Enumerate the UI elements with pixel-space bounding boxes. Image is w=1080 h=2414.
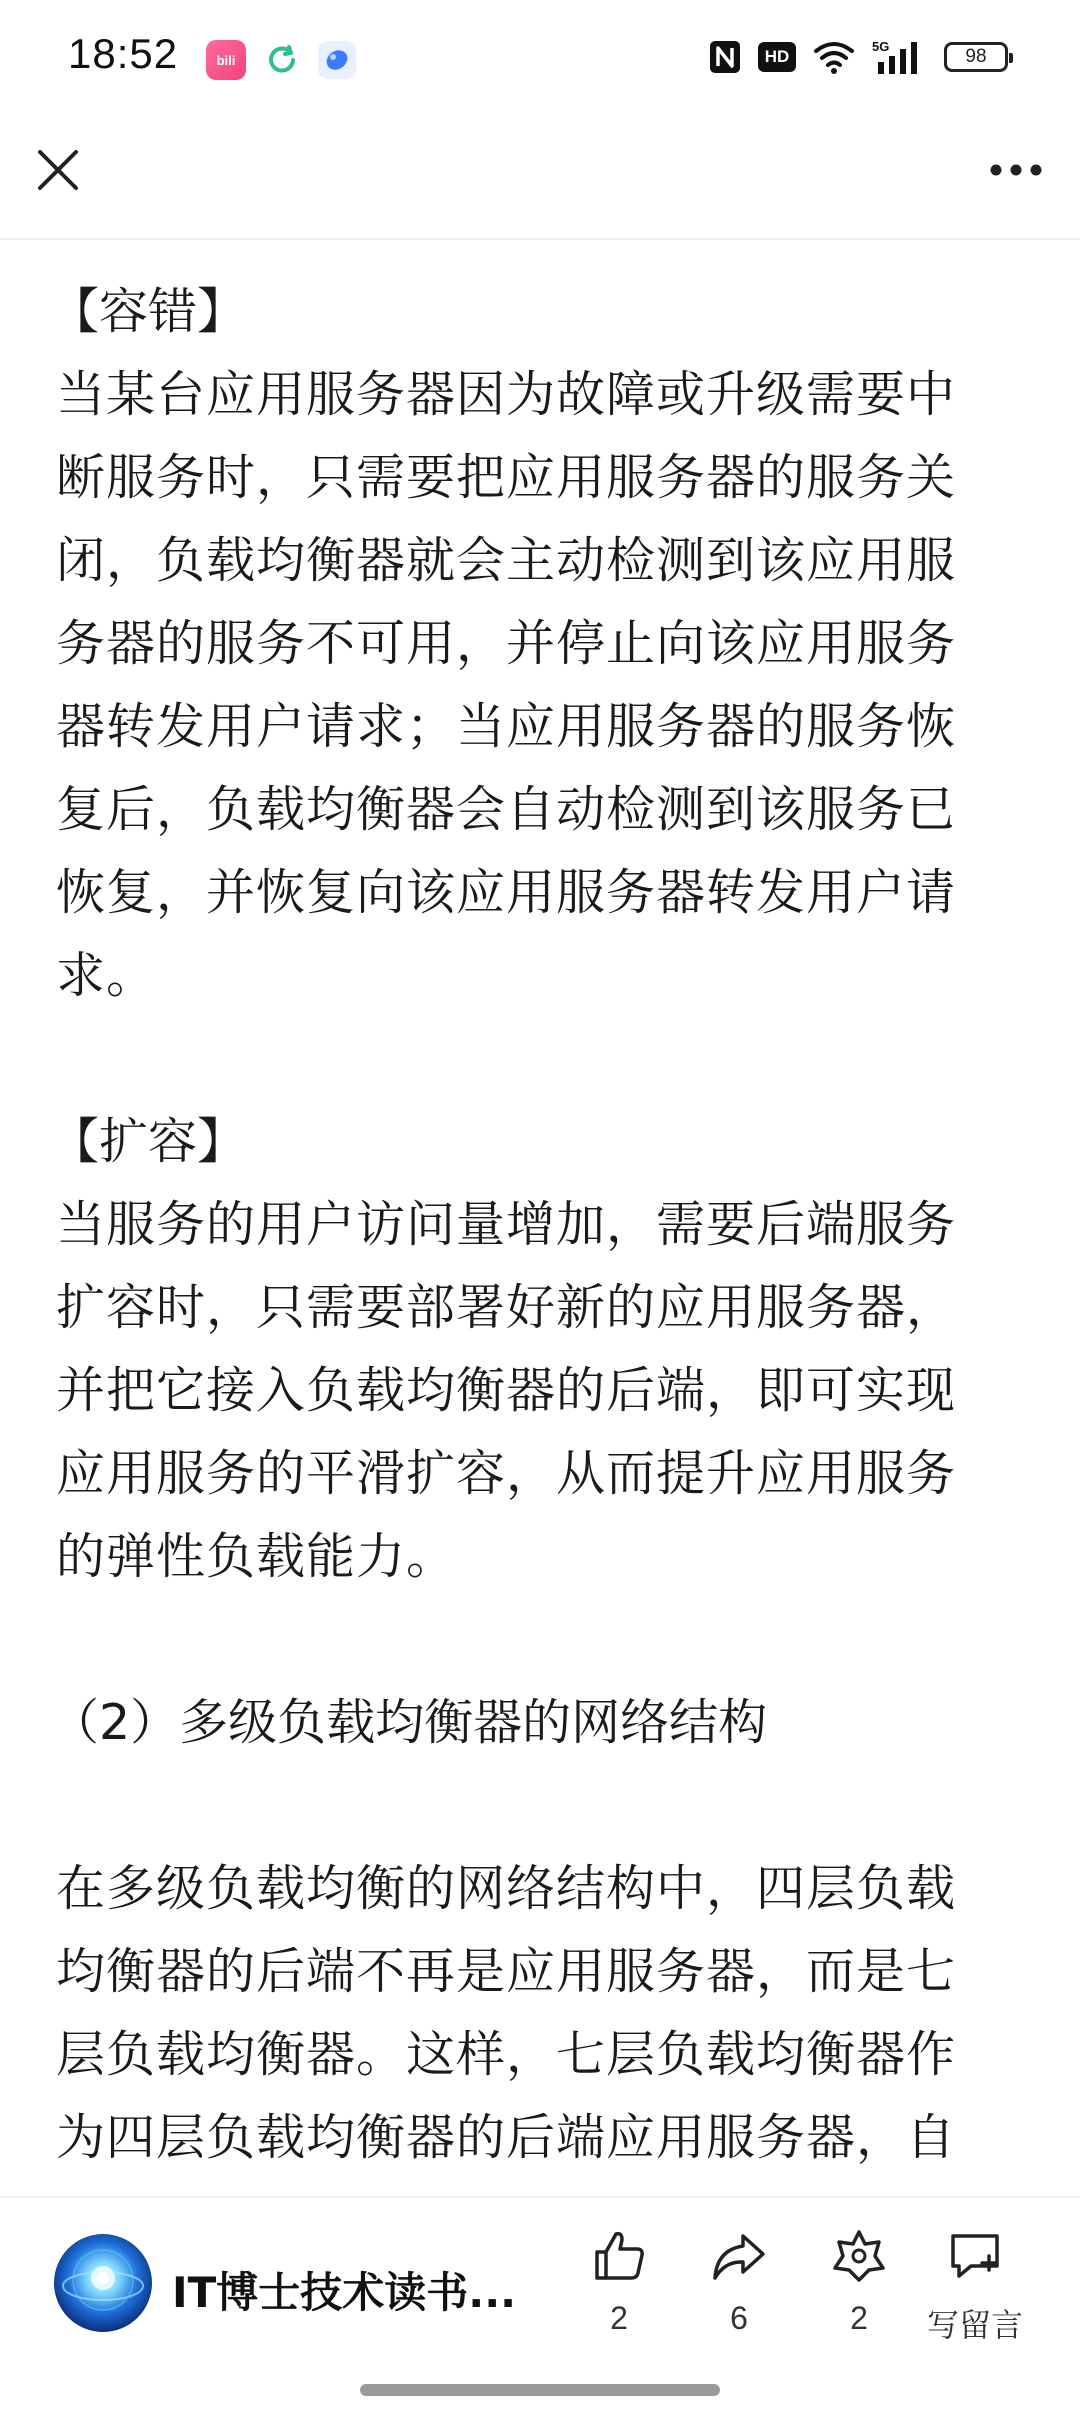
battery-icon: 98: [944, 42, 1008, 72]
status-bar: [0, 0, 1080, 120]
author-avatar[interactable]: [54, 2234, 152, 2332]
article-line: 层负载均衡器。这样，七层负载均衡器作: [56, 2026, 957, 2083]
bilibili-icon: bili: [206, 40, 246, 80]
section-heading-multilevel: （2）多级负载均衡器的网络结构: [50, 1694, 768, 1751]
comment-add-icon: [945, 2226, 1005, 2286]
close-button[interactable]: [28, 140, 88, 200]
article-line: 当服务的用户访问量增加，需要后端服务: [56, 1196, 957, 1253]
status-app-icons: [206, 40, 356, 80]
article-line: 应用服务的平滑扩容，从而提升应用服务: [56, 1445, 957, 1502]
paragraph-gap: [56, 1598, 1026, 1681]
like-count: 2: [610, 2300, 628, 2336]
section-heading-scaling: 【扩容】: [50, 1113, 247, 1170]
write-comment-button[interactable]: [920, 2226, 1030, 2356]
share-button[interactable]: [684, 2226, 794, 2356]
nfc-icon: [708, 39, 742, 75]
write-comment-label: 写留言: [926, 2306, 1023, 2344]
avatar-graphic: [54, 2234, 152, 2332]
favorite-flower-icon: [829, 2226, 889, 2286]
article-line: 闭，负载均衡器就会主动检测到该应用服: [56, 532, 957, 589]
article-line: 断服务时，只需要把应用服务器的服务关: [56, 449, 957, 506]
article-line: 求。: [56, 947, 157, 1004]
article-line: 在多级负载均衡的网络结构中，四层负载: [56, 1860, 957, 1917]
article-line: 并把它接入负载均衡器的后端，即可实现: [56, 1362, 957, 1419]
home-indicator[interactable]: [360, 2384, 720, 2396]
svg-text:5G: 5G: [872, 39, 890, 54]
article-line: 的弹性负载能力。: [56, 1528, 457, 1585]
article-body: [50, 270, 1026, 2179]
favorite-count: 2: [850, 2300, 868, 2336]
article-line: 复后，负载均衡器会自动检测到该服务已: [56, 781, 957, 838]
article-line: 当某台应用服务器因为故障或升级需要中: [56, 366, 957, 423]
status-right: [708, 38, 1008, 76]
blue-app-icon: [318, 41, 356, 79]
signal-5g-icon: [872, 38, 928, 76]
hd-icon: HD: [758, 42, 796, 72]
more-button[interactable]: [982, 140, 1050, 200]
article-line: 恢复，并恢复向该应用服务器转发用户请: [56, 864, 957, 921]
close-icon: [36, 148, 80, 192]
thumbs-up-icon: [589, 2226, 649, 2286]
sync-icon: [264, 42, 300, 78]
wifi-icon: [812, 39, 856, 75]
status-time: 18:52: [68, 30, 179, 77]
share-count: 6: [730, 2300, 748, 2336]
top-nav: [0, 120, 1080, 240]
section-heading-fault-tolerance: 【容错】: [50, 283, 247, 340]
article-line: 扩容时，只需要部署好新的应用服务器，: [56, 1279, 957, 1336]
more-icon: [989, 163, 1043, 177]
paragraph-gap: [56, 1017, 1026, 1100]
paragraph-gap: [56, 1764, 1026, 1847]
article-line: 为四层负载均衡器的后端应用服务器，自: [56, 2109, 957, 2166]
article-line: 均衡器的后端不再是应用服务器，而是七: [56, 1943, 957, 2000]
author-name[interactable]: IT博士技术读书...: [172, 2268, 517, 2317]
bottom-action-bar: [0, 2196, 1080, 2414]
like-button[interactable]: [564, 2226, 674, 2356]
article-line: 务器的服务不可用，并停止向该应用服务: [56, 615, 957, 672]
favorite-button[interactable]: [804, 2226, 914, 2356]
article-line: 器转发用户请求；当应用服务器的服务恢: [56, 698, 957, 755]
share-arrow-icon: [709, 2226, 769, 2286]
